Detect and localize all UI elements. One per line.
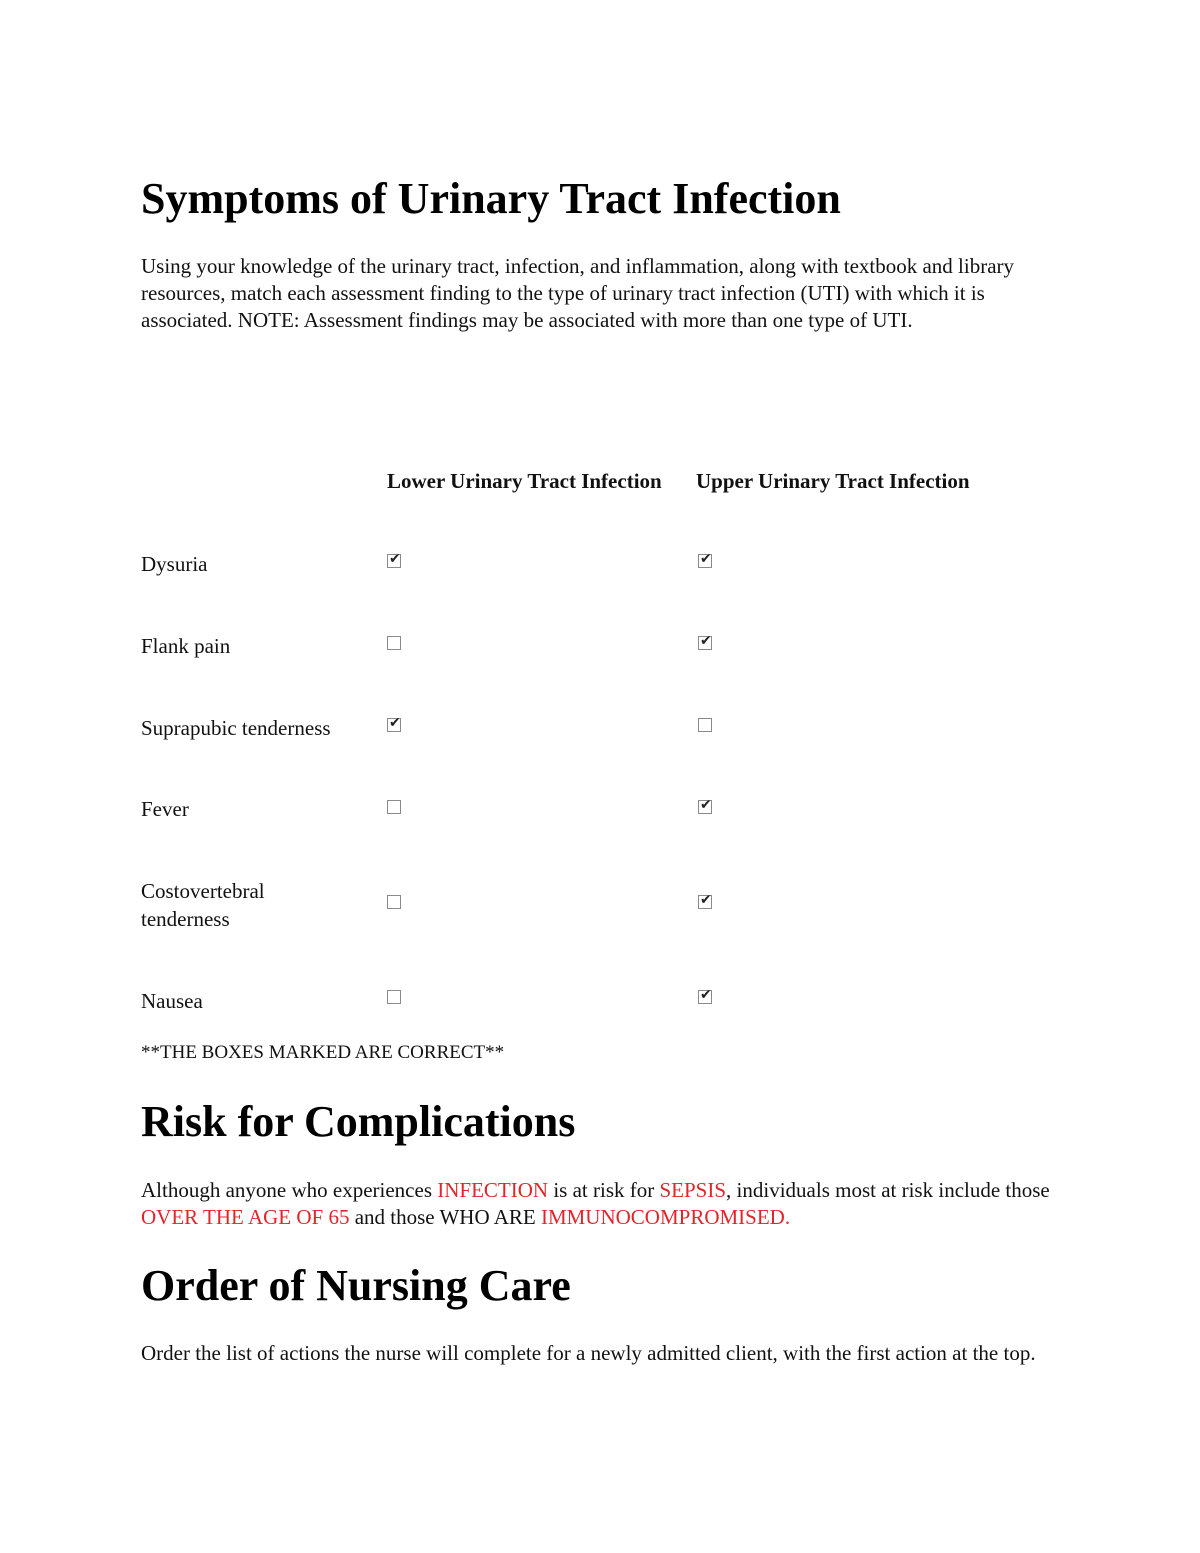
checkbox-flank-pain-lower[interactable] (387, 636, 401, 650)
checkbox-suprapubic-tenderness-lower[interactable] (387, 715, 401, 732)
answer-age: OVER THE AGE OF 65 (141, 1205, 350, 1229)
checkbox-fever-lower[interactable] (387, 800, 401, 814)
column-header-upper-uti: Upper Urinary Tract Infection (696, 469, 970, 493)
checkbox-costovertebral-tenderness-upper[interactable] (698, 892, 712, 909)
checkbox-nausea-lower[interactable] (387, 990, 401, 1004)
answer-key-note: **THE BOXES MARKED ARE CORRECT** (141, 1042, 505, 1063)
check-mark-icon: ✔ (389, 715, 401, 731)
answer-sepsis: SEPSIS (659, 1178, 727, 1202)
section-title-risk: Risk for Complications (141, 1097, 576, 1146)
nursing-care-instructions: Order the list of actions the nurse will complete for a newly admitted client, with the first action at the top. (141, 1341, 1036, 1365)
checkbox-costovertebral-tenderness-lower[interactable] (387, 895, 401, 909)
risk-text: and those WHO ARE (349, 1205, 541, 1229)
column-header-lower-uti: Lower Urinary Tract Infection (387, 469, 662, 493)
symptoms-instructions: Using your knowledge of the urinary tract, infection, and inflammation, along with textbook and library resources, match each assessment finding to the type of urinary tract infection (UTI) with which it is associated. NOTE: Assessment findings may be associated with more than one type of UTI. (141, 254, 1015, 332)
checkbox-dysuria-lower[interactable] (387, 551, 401, 568)
risk-text: Although anyone who experiences (141, 1178, 438, 1202)
checkbox-suprapubic-tenderness-upper[interactable] (698, 718, 712, 732)
risk-text: , individuals most at risk include those (726, 1178, 1050, 1202)
finding-label-nausea: Nausea (141, 989, 203, 1013)
check-mark-icon: ✔ (389, 551, 401, 567)
risk-text: is at risk for (548, 1178, 660, 1202)
section-title-nursing-care: Order of Nursing Care (141, 1261, 571, 1310)
checkbox-dysuria-upper[interactable] (698, 551, 712, 568)
finding-label-suprapubic-tenderness: Suprapubic tenderness (141, 716, 331, 740)
check-mark-icon: ✔ (700, 797, 712, 813)
check-mark-icon: ✔ (700, 987, 712, 1003)
checkbox-flank-pain-upper[interactable] (698, 633, 712, 650)
answer-immunocompromised: IMMUNOCOMPROMISED. (540, 1205, 791, 1229)
risk-paragraph (141, 1177, 1066, 1231)
check-mark-icon: ✔ (700, 551, 712, 567)
checkbox-fever-upper[interactable] (698, 797, 712, 814)
answer-infection: INFECTION (437, 1178, 549, 1202)
finding-label-costovertebral-tenderness: Costovertebral tenderness (141, 879, 265, 931)
finding-label-fever: Fever (141, 797, 189, 821)
finding-label-dysuria: Dysuria (141, 552, 208, 576)
checkbox-nausea-upper[interactable] (698, 987, 712, 1004)
check-mark-icon: ✔ (700, 892, 712, 908)
finding-label-flank-pain: Flank pain (141, 634, 231, 658)
check-mark-icon: ✔ (700, 633, 712, 649)
section-title-symptoms: Symptoms of Urinary Tract Infection (141, 174, 841, 223)
